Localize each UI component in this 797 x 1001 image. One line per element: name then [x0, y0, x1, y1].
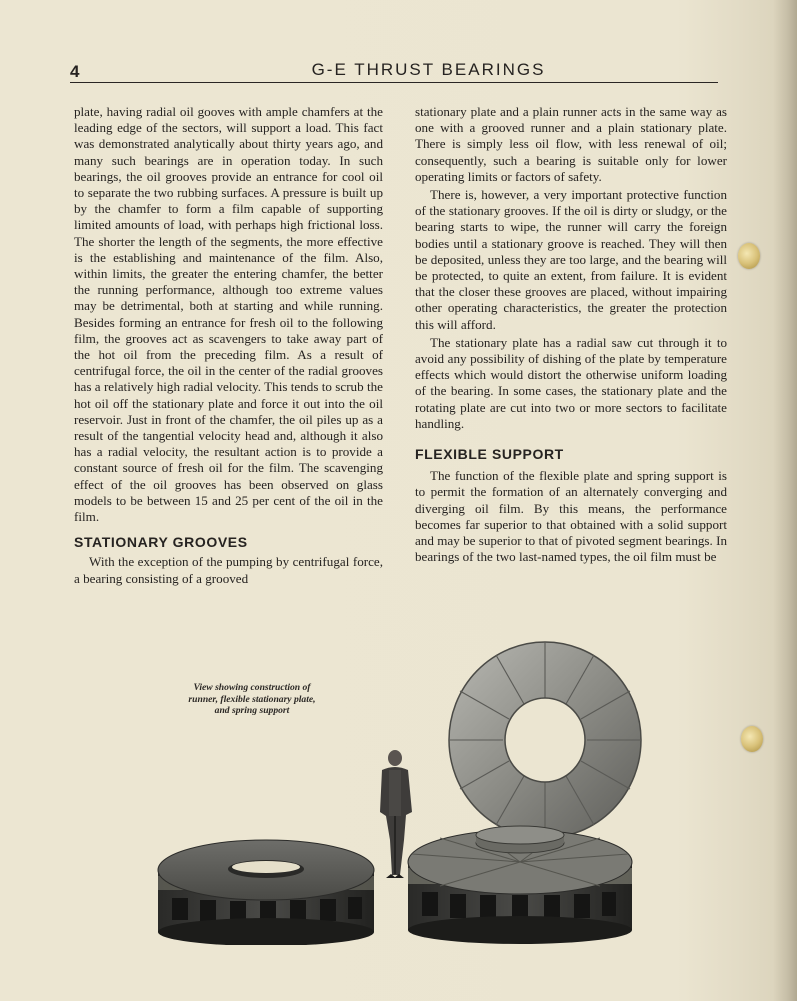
right-paragraph-2: There is, however, a very important protective function of the stationary grooves. If the oil is dirty or sludgy, or the bearing starts to wipe, the runner will carry the foreign bodies until a stationary groove is reached. They will then be deposited, unless they are too large, and the bearing will be protected, to quite an extent, from failure. It is evident that the closer these grooves are placed, without impairing other operating characteristics, the greater the protection this will afford.	[415, 187, 727, 332]
section-heading-stationary-grooves: STATIONARY GROOVES	[74, 534, 248, 551]
binder-hole	[741, 726, 763, 752]
bearing-assembly-right	[408, 826, 632, 944]
page-number: 4	[70, 62, 80, 81]
section-heading-flexible-support: FLEXIBLE SUPPORT	[415, 446, 564, 463]
figure-caption: View showing construction of runner, flexible stationary plate, and spring support	[188, 682, 316, 716]
binding-shadow	[773, 0, 797, 1001]
bearing-photograph	[150, 640, 670, 945]
right-paragraph-1: stationary plate and a plain runner acts in the same way as one with a grooved runner and a plain stationary plate. There is simply less oil flow, with less renewal of oil; consequently, such a bearing is suitable only for lower operating limits or factors of safety.	[415, 104, 727, 184]
left-paragraph-2: With the exception of the pumping by centrifugal force, a bearing consisting of a grooved	[74, 554, 383, 586]
runner-ring	[449, 642, 641, 838]
person-figure	[380, 750, 412, 878]
right-paragraph-3: The stationary plate has a radial saw cut through it to avoid any possibility of dishing of the plate by temperature effects which would distort the otherwise uniform loading of the bearing. In some cases, the stationary plate and the rotating plate are cut into two or more sectors to facilitate handling.	[415, 334, 727, 431]
running-head: G-E THRUST BEARINGS	[311, 60, 546, 79]
right-paragraph-4: The function of the flexible plate and spring support is to permit the formation of an alternately converging and diverging oil film. By this means, the performance becomes far superior to that obtained with a solid support and may be superior to that of pivoted segment bearings. In bearings of the two last-named types, the oil film must be	[415, 468, 727, 565]
left-column	[74, 104, 383, 587]
header-rule	[70, 82, 718, 83]
binder-hole	[738, 243, 760, 269]
bearing-assembly-left	[158, 840, 374, 945]
left-paragraph-1: plate, having radial oil gooves with ample chamfers at the leading edge of the sectors, will support a load. This fact was demonstrated analytically about thirty years ago, and many such bearings are in operation today. In such bearings, the oil grooves provide an entrance for cool oil to separate the two rubbing surfaces. A pressure is built up by the chamfer to form a film capable of supporting limited amounts of load, with perhaps high frictional loss. The shorter the length of the segments, the more effective is the establishing and maintenance of the film. Also, within limits, the greater the entering chamfer, the better the running performance, although too extreme values may be detrimental, both at starting and while running. Besides forming an entrance for fresh oil to the following film, the grooves act as scavengers to take away part of the hot oil from the preceding film. As a result of centrifugal force, the oil in the center of the radial grooves has a relatively high radial velocity. This tends to scrub the hot oil off the stationary plate and force it out into the oil reservoir. Just in front of the chamfer, the oil piles up as a result of the tangential velocity head and, although it also has a radial velocity, the resultant action is to provide a constant source of fresh oil for the film. The scavenging effect of the oil grooves has been observed on glass models to be between 15 and 25 per cent of the oil in the film.	[74, 104, 383, 525]
right-column	[415, 104, 727, 565]
